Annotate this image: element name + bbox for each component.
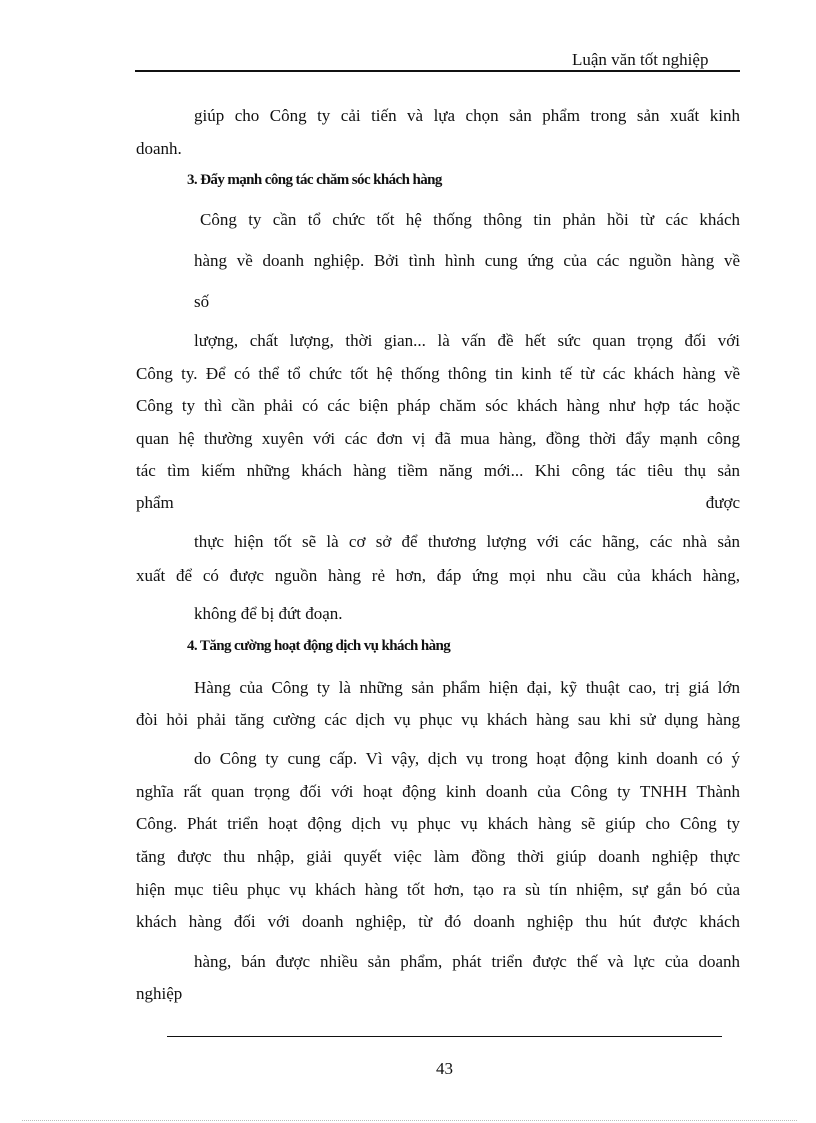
body-line: xuất để có được nguồn hàng rẻ hơn, đáp ứng mọi nhu cầu của khách hàng, bbox=[136, 566, 740, 585]
body-line: không để bị đứt đoạn. bbox=[194, 604, 343, 623]
body-line: hiện mục tiêu phục vụ khách hàng tốt hơn, tạo ra sù tín nhiệm, sự gắn bó của bbox=[136, 880, 740, 899]
body-line: thực hiện tốt sẽ là cơ sở để thương lượng với các hãng, các nhà sản bbox=[194, 532, 740, 551]
body-line: phẩm được bbox=[136, 493, 740, 512]
body-line: Hàng của Công ty là những sản phẩm hiện đại, kỹ thuật cao, trị giá lớn bbox=[194, 678, 740, 697]
body-line: quan hệ thường xuyên với các đơn vị đã mua hàng, đồng thời đẩy mạnh công bbox=[136, 429, 740, 448]
body-line: doanh. bbox=[136, 139, 182, 158]
body-line: lượng, chất lượng, thời gian... là vấn đề hết sức quan trọng đối với bbox=[194, 331, 740, 350]
body-line: khách hàng đối với doanh nghiệp, từ đó doanh nghiệp thu hút được khách bbox=[136, 912, 740, 931]
body-line: Công ty. Để có thể tổ chức tốt hệ thống thông tin kinh tế từ các khách hàng về bbox=[136, 364, 740, 383]
body-line: hàng, bán được nhiều sản phẩm, phát triển được thế và lực của doanh bbox=[194, 952, 740, 971]
page-edge-divider bbox=[22, 1120, 797, 1121]
body-line: giúp cho Công ty cải tiến và lựa chọn sản phẩm trong sản xuất kinh bbox=[194, 106, 740, 125]
running-header-title: Luận văn tốt nghiệp bbox=[572, 50, 709, 69]
body-line: nghiệp bbox=[136, 984, 183, 1003]
body-line: hàng về doanh nghiệp. Bởi tình hình cung ứng của các nguồn hàng về bbox=[194, 251, 740, 270]
body-line: đòi hỏi phải tăng cường các dịch vụ phục vụ khách hàng sau khi sử dụng hàng bbox=[136, 710, 740, 729]
body-line: tăng được thu nhập, giải quyết việc làm đồng thời giúp doanh nghiệp thực bbox=[136, 847, 740, 866]
footer-rule bbox=[167, 1036, 722, 1037]
body-line: Công ty cần tổ chức tốt hệ thống thông tin phản hồi từ các khách bbox=[200, 210, 740, 229]
body-line: do Công ty cung cấp. Vì vậy, dịch vụ trong hoạt động kinh doanh có ý bbox=[194, 749, 740, 768]
body-line: Công ty thì cần phải có các biện pháp chăm sóc khách hàng như hợp tác hoặc bbox=[136, 396, 740, 415]
page-number: 43 bbox=[436, 1059, 453, 1078]
body-line: số bbox=[194, 292, 210, 311]
header-rule bbox=[135, 70, 740, 72]
body-line: nghĩa rất quan trọng đối với hoạt động kinh doanh của Công ty TNHH Thành bbox=[136, 782, 740, 801]
section-4-heading: 4. Tăng cường hoạt động dịch vụ khách hàng bbox=[187, 638, 451, 654]
section-3-heading: 3. Đẩy mạnh công tác chăm sóc khách hàng bbox=[187, 172, 442, 188]
body-line: Công. Phát triển hoạt động dịch vụ phục vụ khách hàng sẽ giúp cho Công ty bbox=[136, 814, 740, 833]
body-line: tác tìm kiếm những khách hàng tiềm năng mới... Khi công tác tiêu thụ sản bbox=[136, 461, 740, 480]
